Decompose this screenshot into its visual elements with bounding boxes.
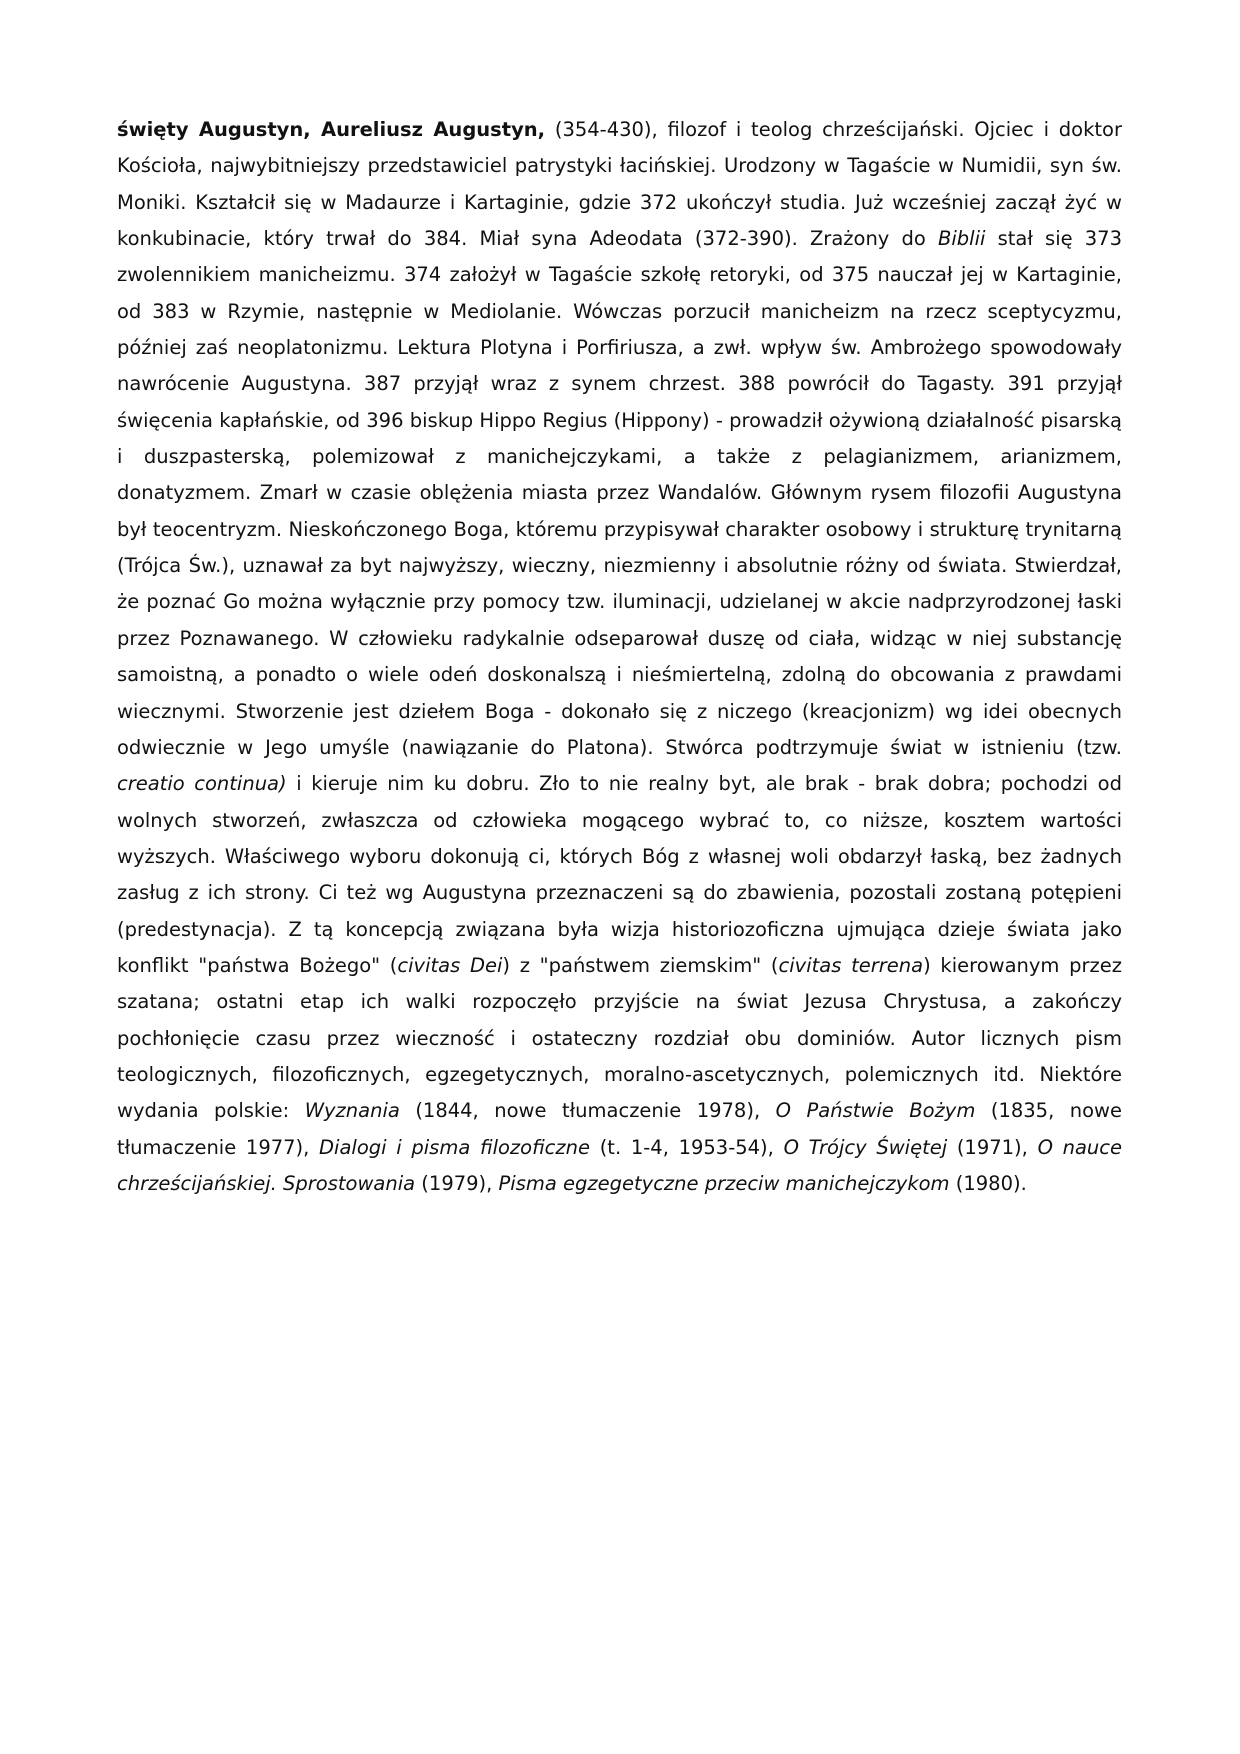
text-segment: (1835, nowe tłumaczenie 1977),: [117, 1099, 1123, 1159]
text-segment: (354-430), filozof i teolog chrześcijański. Ojciec i doktor Kościoła, najwybitniejszy przedstawiciel patrystyki łacińskiej. Urodzony w Tagaście w Numidii, syn św. Moniki. Kształcił się w Madaurze i Kartaginie, gdzie 372 ukończył studia. Już wcześniej zaczął żyć w konkubinacie, który trwał do 384. Miał syna Adeodata (372-390). Zrażony do: [117, 118, 1122, 251]
text-segment: (1971),: [947, 1135, 1038, 1159]
article-paragraph: [117, 112, 1122, 1202]
text-segment: (1979),: [415, 1171, 499, 1195]
text-segment: i kieruje nim ku dobru. Zło to nie realny byt, ale brak - brak dobra; pochodzi od wolnych stworzeń, zwłaszcza od człowieka mogącego wybrać to, co niższe, kosztem wartości wyższych. Właściwego wyboru dokonują ci, których Bóg z własnej woli obdarzył łaską, bez żadnych zasług z ich strony. Ci też wg Augustyna przeznaczeni są do zbawienia, pozostali zostaną potępieni (predestynacja). Z tą koncepcją związana była wizja historiozoficzna ujmująca dzieje świata jako konflikt "państwa Bożego" (: [117, 772, 1122, 977]
italic-term-creatio-continua: creatio continua): [117, 772, 287, 796]
italic-title-pisma-egzegetyczne: Pisma egzegetyczne przeciw manichejczykom: [498, 1171, 950, 1195]
italic-title-dialogi: Dialogi i pisma filozoficzne: [319, 1135, 590, 1159]
italic-term-civitas-terrena: civitas terrena: [778, 953, 924, 977]
italic-title-o-panstwie-bozym: O Państwie Bożym: [775, 1099, 976, 1123]
text-segment: ) kierowanym przez szatana; ostatni etap ich walki rozpoczęło przyjście na świat Jezusa Chrystusa, a zakończy pochłonięcie czasu przez wieczność i ostateczny rozdział obu dominiów. Autor licznych pism teologicznych, filozoficznych, egzegetycznych, moralno-ascetycznych, polemicznych itd. Niektóre wydania polskie:: [117, 953, 1122, 1123]
italic-title-biblii: Biblii: [937, 227, 986, 251]
text-segment: (1844, nowe tłumaczenie 1978),: [399, 1099, 776, 1123]
italic-title-o-trojcy-swietej: O Trójcy Świętej: [783, 1135, 948, 1159]
italic-title-wyznania: Wyznania: [304, 1099, 400, 1123]
italic-title-o-nauce: O nauce chrześcijańskiej. Sprostowania: [117, 1135, 1122, 1195]
text-segment: ) z "państwem ziemskim" (: [502, 953, 779, 977]
text-segment: stał się 373 zwolennikiem manicheizmu. 374 założył w Tagaście szkołę retoryki, od 375 nauczał jej w Kartaginie, od 383 w Rzymie, następnie w Mediolanie. Wówczas porzucił manicheizm na rzecz sceptycyzmu, później zaś neoplatonizmu. Lektura Plotyna i Porfiriusza, a zwł. wpływ św. Ambrożego spowodowały nawrócenie Augustyna. 387 przyjął wraz z synem chrzest. 388 powrócił do Tagasty. 391 przyjął święcenia kapłańskie, od 396 biskup Hippo Regius (Hippony) - prowadził ożywioną działalność pisarską i duszpasterską, polemizował z manichejczykami, a także z pelagianizmem, arianizmem, donatyzmem. Zmarł w czasie oblężenia miasta przez Wandalów. Głównym rysem filozofii Augustyna był teocentryzm. Nieskończonego Boga, któremu przypisywał charakter osobowy i strukturę trynitarną (Trójca Św.), uznawał za byt najwyższy, wieczny, niezmienny i absolutnie różny od świata. Stwierdzał, że poznać Go można wyłącznie przy pomocy tzw. iluminacji, udzielanej w akcie nadprzyrodzonej łaski przez Poznawanego. W człowieku radykalnie odseparował duszę od ciała, widząc w niej substancję samoistną, a ponadto o wiele odeń doskonalszą i nieśmiertelną, zdolną do obcowania z prawdami wiecznymi. Stworzenie jest dziełem Boga - dokonało się z niczego (kreacjonizm) wg idei obecnych odwiecznie w Jego umyśle (nawiązanie do Platona). Stwórca podtrzymuje świat w istnieniu (tzw.: [117, 227, 1123, 759]
text-segment: (t. 1-4, 1953-54),: [590, 1135, 784, 1159]
italic-term-civitas-dei: civitas Dei: [397, 953, 503, 977]
article-heading-term: święty Augustyn, Aureliusz Augustyn,: [117, 118, 546, 141]
text-segment: (1980).: [949, 1171, 1027, 1195]
